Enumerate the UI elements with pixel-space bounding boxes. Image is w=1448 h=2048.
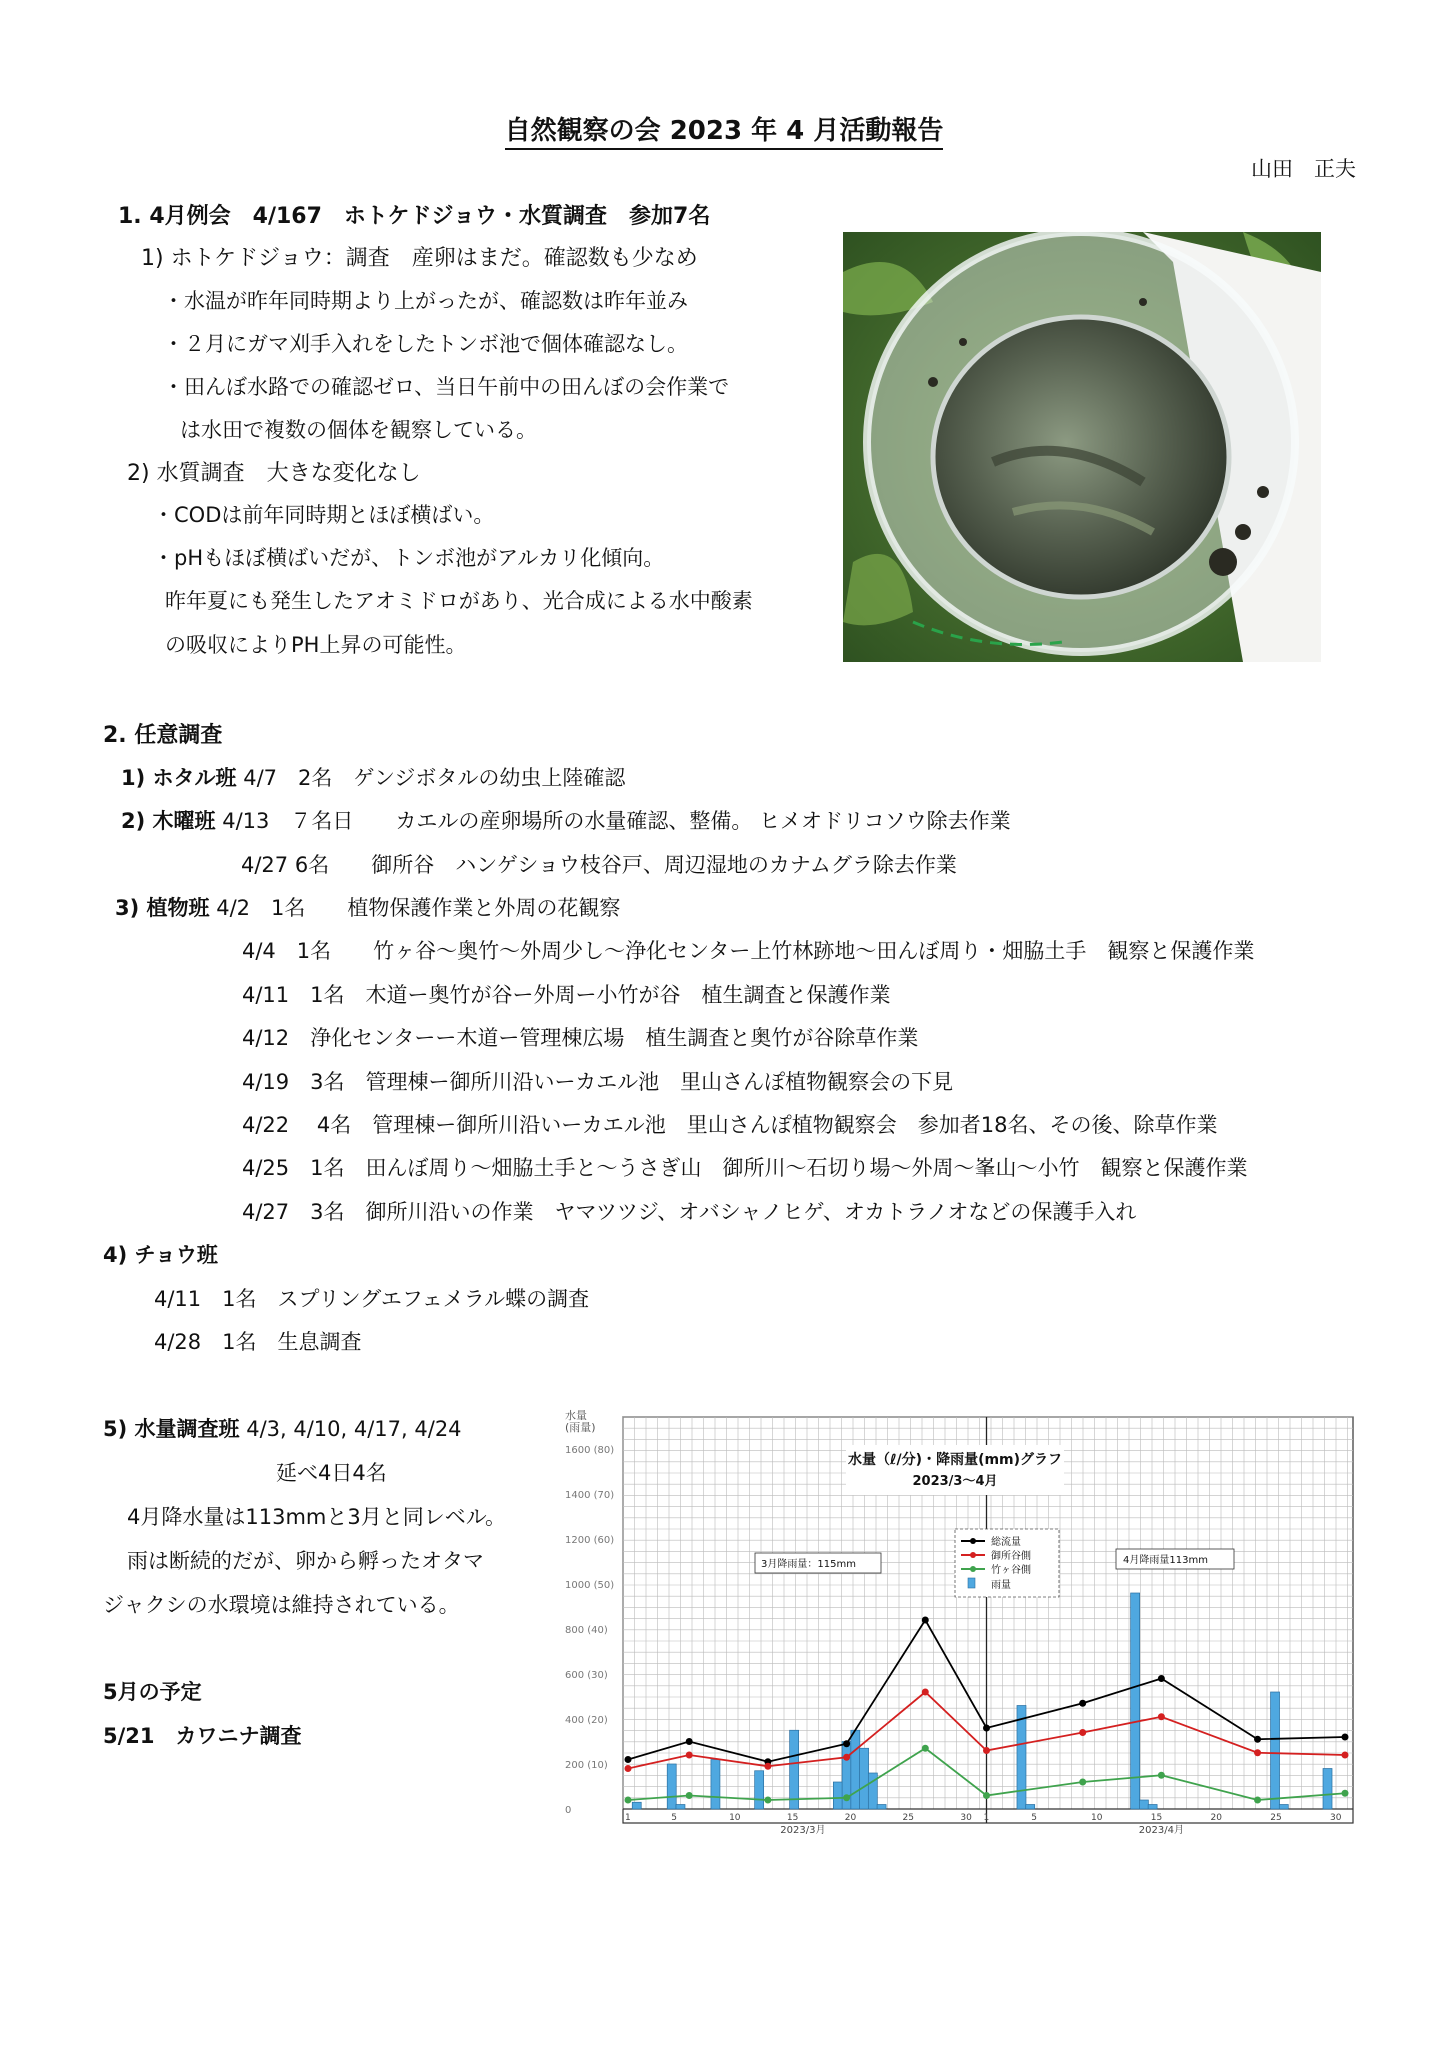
series-point [983, 1792, 990, 1799]
x-tick-label: 15 [1150, 1813, 1163, 1823]
series-point [1342, 1752, 1349, 1759]
annotation-march: 3月降雨量：115mm [761, 1559, 856, 1570]
x-tick-label: 10 [729, 1813, 741, 1823]
rain-bar [1323, 1769, 1332, 1810]
month-label: 2023/3月 [780, 1825, 826, 1834]
series-point [1254, 1736, 1261, 1743]
chart-subtitle: 2023/3～4月 [912, 1474, 998, 1489]
mokuyou-label: 2) 木曜班 [121, 809, 216, 833]
legend-swatch [968, 1578, 975, 1588]
schedule-heading: 5月の予定 [103, 1680, 202, 1704]
rain-bar [877, 1805, 886, 1810]
rain-bar [711, 1760, 720, 1810]
rain-bar [676, 1805, 685, 1810]
shokubutsu-row [115, 892, 620, 922]
bullet-1: ・水温が昨年同時期より上がったが、確認数は昨年並み [163, 289, 688, 313]
hotaru-text: 4/7 2名 ゲンジボタルの幼虫上陸確認 [243, 766, 626, 790]
legend-label: 総流量 [991, 1537, 1021, 1548]
shokubutsu-text: 4/2 1名 植物保護作業と外周の花観察 [216, 896, 621, 920]
x-tick-label: 5 [671, 1813, 677, 1823]
rain-bar [1279, 1805, 1288, 1810]
section1-sub1: 1) ホトケドジョウ：調査 産卵はまだ。確認数も少なめ [141, 246, 698, 271]
bullet-2: ・２月にガマ刈手入れをしたトンボ池で個体確認なし。 [163, 332, 688, 356]
rain-bar [632, 1802, 641, 1809]
y-tick-label: 1600 (80) [565, 1445, 615, 1456]
series-point [1079, 1779, 1086, 1786]
mokuyou-row [121, 805, 1011, 835]
x-tick-label: 30 [1330, 1813, 1342, 1823]
y-axis-label: 水量 [565, 1409, 587, 1422]
water-note-2: ・pHもほぼ横ばいだが、トンボ池がアルカリ化傾向。 [153, 546, 665, 570]
hotaru-label: 1) ホタル班 [121, 766, 237, 790]
rain-bar [1139, 1800, 1148, 1809]
bullet-3-cont: は水田で複数の個体を観察している。 [180, 418, 537, 442]
annotation-april: 4月降雨量113mm [1123, 1555, 1208, 1566]
section1-heading: 1. 4月例会 4/167 ホトケドジョウ・水質調査 参加7名 [118, 204, 711, 229]
series-point [1342, 1790, 1349, 1797]
x-tick-label: 10 [1091, 1813, 1103, 1823]
shokubutsu-label: 3) 植物班 [115, 896, 210, 920]
x-tick-label: 15 [786, 1813, 799, 1823]
chart-title: 水量（ℓ/分)・降雨量(mm)グラフ [847, 1452, 1063, 1468]
rain-bar [1271, 1692, 1280, 1809]
x-tick-label: 25 [1270, 1813, 1282, 1823]
series-point [764, 1763, 771, 1770]
water-note-4: の吸収によりPH上昇の可能性。 [165, 633, 467, 657]
series-point [686, 1738, 693, 1745]
series-point [843, 1754, 850, 1761]
suiryou-dates: 4/3, 4/10, 4/17, 4/24 [246, 1417, 462, 1441]
y-tick-label: 800 (40) [565, 1625, 608, 1636]
chou-line: 4/11 1名 スプリングエフェメラル蝶の調査 [154, 1287, 590, 1311]
rain-bar [790, 1730, 799, 1809]
series-point [843, 1740, 850, 1747]
y-tick-label: 1400 (70) [565, 1490, 615, 1501]
rain-bar [860, 1748, 869, 1809]
rain-bar [1148, 1805, 1157, 1810]
series-point [983, 1725, 990, 1732]
shokubutsu-line: 4/27 3名 御所川沿いの作業 ヤマツツジ、オバシャノヒゲ、オカトラノオなどの保護手入れ [242, 1200, 1137, 1224]
suiryou-label: 5) 水量調査班 [103, 1417, 240, 1441]
y-tick-label: 0 [565, 1805, 572, 1816]
schedule-item: 5/21 カワニナ調査 [103, 1724, 302, 1748]
mokuyou-line2: 4/27 6名 御所谷 ハンゲショウ枝谷戸、周辺湿地のカナムグラ除去作業 [241, 853, 957, 877]
series-point [1079, 1729, 1086, 1736]
series-point [922, 1745, 929, 1752]
y-tick-label: 200 (10) [565, 1760, 608, 1771]
rain-bar [1017, 1706, 1026, 1810]
series-point [686, 1792, 693, 1799]
rain-bar [667, 1764, 676, 1809]
section2-heading: 2. 任意調査 [103, 723, 223, 748]
y-axis-label: (雨量) [565, 1421, 596, 1434]
author-name: 山田 正夫 [1251, 157, 1356, 181]
x-tick-label: 1 [625, 1813, 631, 1823]
suiryou-row [103, 1413, 462, 1443]
series-point [625, 1756, 632, 1763]
water-note-1: ・CODは前年同時期とほぼ横ばい。 [153, 503, 495, 527]
series-point [1342, 1734, 1349, 1741]
flow-rain-chart [563, 1407, 1360, 1834]
page-title: 自然観察の会 2023 年 4 月活動報告 [0, 110, 1448, 147]
x-tick-label: 1 [983, 1813, 990, 1823]
month-label: 2023/4月 [1138, 1825, 1184, 1834]
legend-marker [970, 1552, 976, 1558]
series-point [1079, 1700, 1086, 1707]
rain-bar [755, 1771, 764, 1809]
suiryou-note: 4月降水量は113mmと3月と同レベル。 [127, 1505, 507, 1529]
water-note-3: 昨年夏にも発生したアオミドロがあり、光合成による水中酸素 [165, 589, 753, 613]
x-tick-label: 5 [1031, 1813, 1038, 1823]
series-point [625, 1797, 632, 1804]
series-point [1158, 1772, 1165, 1779]
series-point [1254, 1749, 1261, 1756]
y-tick-label: 400 (20) [565, 1715, 608, 1726]
mokuyou-text: 4/13 ７名日 カエルの産卵場所の水量確認、整備。 ヒメオドリコソウ除去作業 [222, 809, 1011, 833]
shokubutsu-line: 4/12 浄化センターー木道ー管理棟広場 植生調査と奥竹が谷除草作業 [242, 1026, 919, 1050]
series-point [1158, 1713, 1165, 1720]
section1-sub2: 2) 水質調査 大きな変化なし [127, 461, 421, 486]
chart-svg [563, 1407, 1360, 1834]
legend-marker [970, 1566, 976, 1572]
shokubutsu-line: 4/19 3名 管理棟ー御所川沿いーカエル池 里山さんぽ植物観察会の下見 [242, 1070, 954, 1094]
series-point [983, 1747, 990, 1754]
shokubutsu-line: 4/25 1名 田んぼ周り～畑脇土手と～うさぎ山 御所川～石切り場～外周～峯山～小竹 観察と保護作業 [242, 1156, 1248, 1180]
shokubutsu-line: 4/22 4名 管理棟ー御所川沿いーカエル池 里山さんぽ植物観察会 参加者18名、その後、除草作業 [242, 1113, 1218, 1137]
x-tick-label: 25 [902, 1813, 915, 1823]
series-point [764, 1797, 771, 1804]
rain-bar [833, 1782, 842, 1809]
series-point [686, 1752, 693, 1759]
series-point [1254, 1797, 1261, 1804]
shokubutsu-line: 4/4 1名 竹ヶ谷～奥竹～外周少し～浄化センター上竹林跡地～田んぼ周り・畑脇土手 観察と保護作業 [242, 939, 1255, 963]
series-point [1158, 1675, 1165, 1682]
series-point [922, 1617, 929, 1624]
water-sample-photo [843, 232, 1321, 662]
suiryou-note: ジャクシの水環境は維持されている。 [103, 1593, 460, 1617]
bullet-3: ・田んぼ水路での確認ゼロ、当日午前中の田んぼの会作業で [163, 375, 730, 399]
series-point [625, 1765, 632, 1772]
chou-label: 4) チョウ班 [103, 1243, 218, 1267]
x-tick-label: 20 [844, 1813, 857, 1823]
y-tick-label: 1000 (50) [565, 1580, 615, 1591]
legend-label: 雨量 [991, 1580, 1011, 1591]
y-tick-label: 1200 (60) [565, 1535, 615, 1546]
series-point [922, 1689, 929, 1696]
y-tick-label: 600 (30) [565, 1670, 608, 1681]
x-tick-label: 30 [960, 1813, 972, 1823]
hotaru-row [121, 762, 625, 792]
x-tick-label: 20 [1210, 1813, 1223, 1823]
legend-label: 竹ヶ谷側 [991, 1565, 1031, 1576]
legend-label: 御所谷側 [991, 1551, 1031, 1562]
rain-bar [851, 1730, 860, 1809]
shokubutsu-line: 4/11 1名 木道ー奥竹が谷ー外周ー小竹が谷 植生調査と保護作業 [242, 983, 891, 1007]
suiryou-line2: 延べ4日4名 [276, 1461, 387, 1485]
legend-marker [970, 1538, 976, 1544]
rain-bar [1026, 1805, 1035, 1810]
series-point [843, 1794, 850, 1801]
chou-line: 4/28 1名 生息調査 [154, 1330, 362, 1354]
suiryou-note: 雨は断続的だが、卵から孵ったオタマ [127, 1549, 484, 1573]
